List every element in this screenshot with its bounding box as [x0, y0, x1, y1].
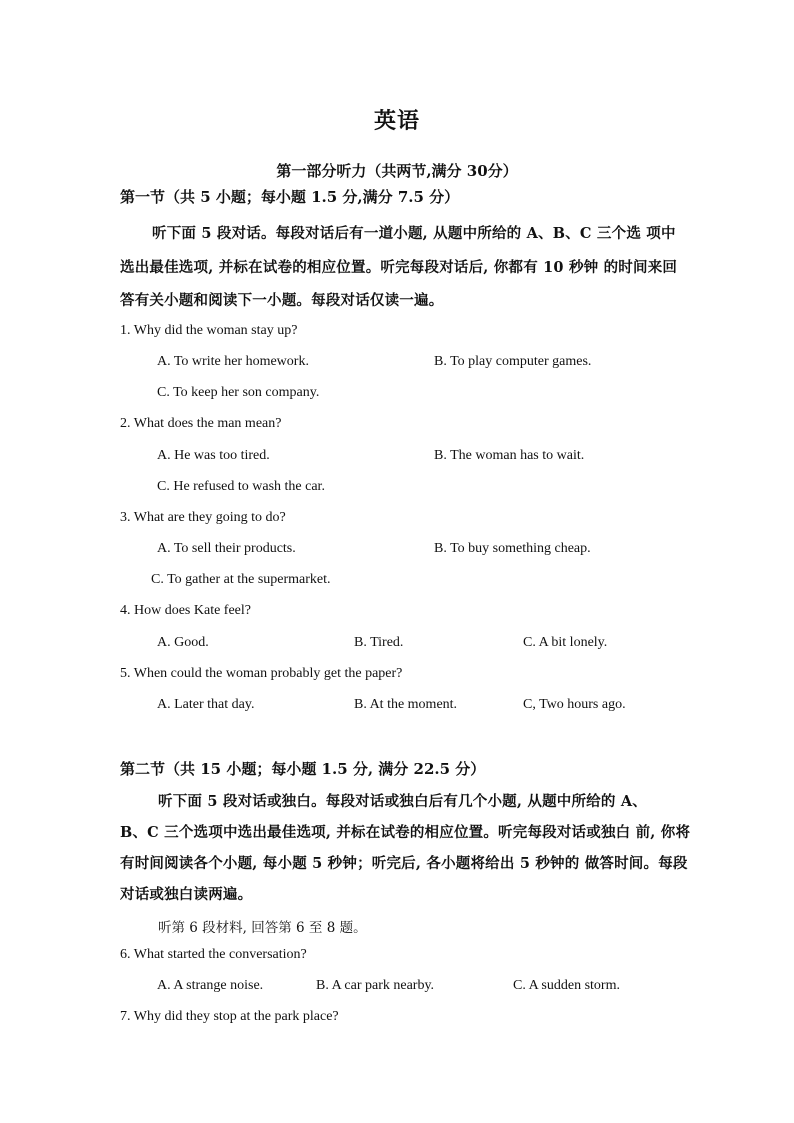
section-two-instruction-line: B、C 三个选项中选出最佳选项, 并标在试卷的相应位置。听完每段对话或独白 前, 你将: [120, 824, 691, 841]
option-c: C. A bit lonely.: [523, 635, 608, 650]
option-b: B. A car park nearby.: [316, 978, 435, 993]
option-a: A. Good.: [157, 635, 209, 650]
option-b: B. Tired.: [354, 635, 404, 650]
option-b: B. At the moment.: [354, 697, 458, 712]
question-stem: 3. What are they going to do?: [120, 510, 286, 525]
option-c: C. A sudden storm.: [513, 978, 620, 993]
question-stem: 6. What started the conversation?: [120, 947, 307, 962]
section-one-heading: 第一节（共 5 小题；每小题 1.5 分,满分 7.5 分）: [120, 188, 460, 206]
section-two-heading: 第二节（共 15 小题；每小题 1.5 分, 满分 22.5 分）: [120, 760, 486, 778]
material-instruction: 听第 6 段材料, 回答第 6 至 8 题。: [158, 920, 367, 936]
question-stem: 4. How does Kate feel?: [120, 603, 252, 618]
option-b: B. To play computer games.: [434, 354, 592, 369]
part-one-title: 第一部分听力（共两节,满分 30分）: [276, 162, 518, 180]
section-two-instruction-line: 有时间阅读各个小题, 每小题 5 秒钟；听完后, 各小题将给出 5 秒钟的 做答时间。每段: [120, 855, 688, 872]
option-a: A. To sell their products.: [157, 541, 296, 556]
question-stem: 7. Why did they stop at the park place?: [120, 1009, 339, 1024]
page-title: 英语: [373, 108, 420, 134]
question-stem: 5. When could the woman probably get the paper?: [120, 666, 403, 681]
option-a: A. He was too tired.: [157, 448, 270, 463]
option-b: B. To buy something cheap.: [434, 541, 591, 556]
section-one-instruction-line: 答有关小题和阅读下一小题。每段对话仅读一遍。: [120, 292, 444, 309]
option-c: C. To keep her son company.: [157, 385, 320, 400]
option-c: C, Two hours ago.: [523, 697, 626, 712]
section-one-instruction-line: 听下面 5 段对话。每段对话后有一道小题, 从题中所给的 A、B、C 三个选 项中: [152, 225, 676, 242]
option-a: A. To write her homework.: [157, 354, 309, 369]
option-a: A. Later that day.: [157, 697, 255, 712]
option-c: C. To gather at the supermarket.: [151, 572, 331, 587]
option-b: B. The woman has to wait.: [434, 448, 585, 463]
section-two-instruction-line: 对话或独白读两遍。: [120, 886, 253, 903]
section-two-instruction-line: 听下面 5 段对话或独白。每段对话或独白后有几个小题, 从题中所给的 A、: [158, 793, 647, 810]
option-c: C. He refused to wash the car.: [157, 479, 325, 494]
question-stem: 2. What does the man mean?: [120, 416, 282, 431]
question-stem: 1. Why did the woman stay up?: [120, 323, 298, 338]
option-a: A. A strange noise.: [157, 978, 264, 993]
section-one-instruction-line: 选出最佳选项, 并标在试卷的相应位置。听完每段对话后, 你都有 10 秒钟 的时间来回: [120, 259, 678, 276]
